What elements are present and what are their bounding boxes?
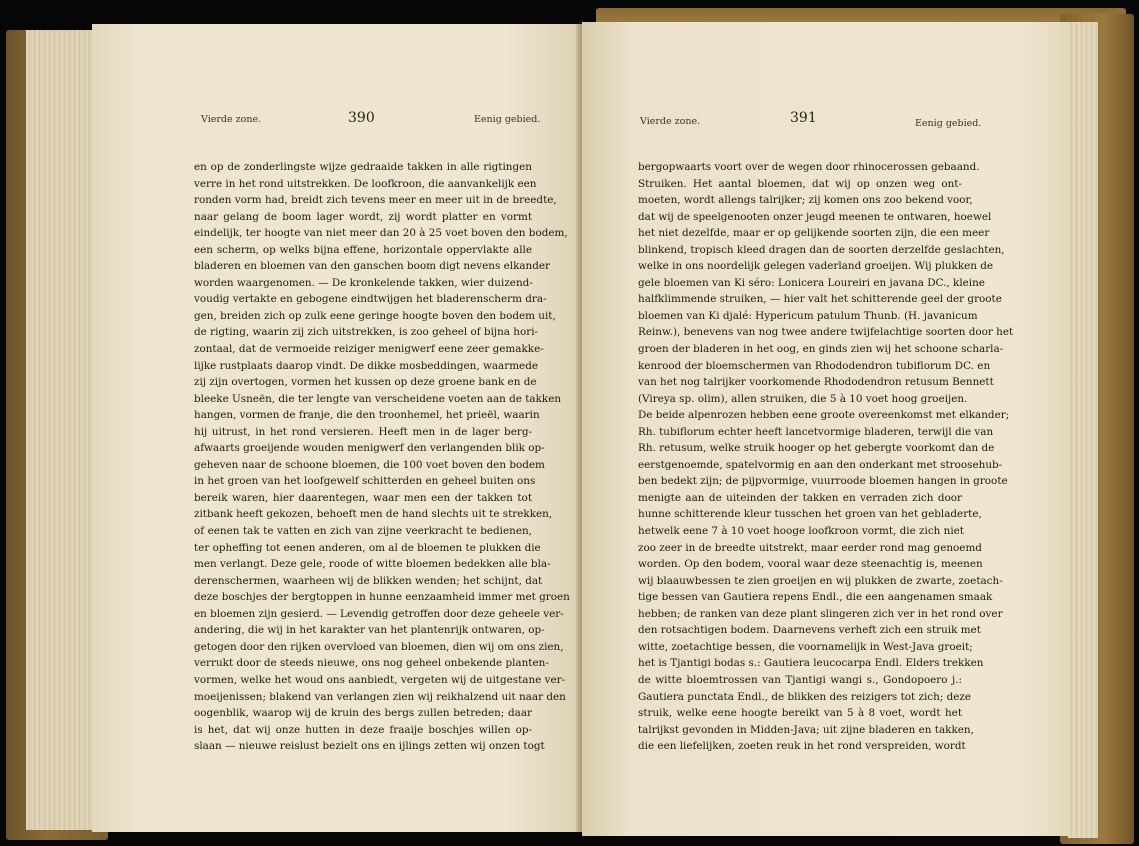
body-text xyxy=(638,159,1014,755)
text-line: hij uitrust, in het rond versieren. Heeft men in de lager berg- xyxy=(194,425,532,438)
text-line: hebben; de ranken van deze plant slingeren zich ver in het rond over xyxy=(638,607,1003,620)
text-line: blinkend, tropisch kleed dragen dan de soorten derzelfde geslachten, xyxy=(638,243,1005,256)
text-line: zitbank heeft gekozen, behoeft men de hand slechts uit te strekken, xyxy=(194,508,553,521)
text-line: getogen door den rijken overvloed van bloemen, dien wij om ons zien, xyxy=(194,640,564,653)
running-header-left: Vierde zone. xyxy=(201,114,262,125)
text-line: wij blaauwbessen te zien groeijen en wij plukken de zwarte, zoetach- xyxy=(638,574,1003,587)
text-line: tige bessen van Gautiera repens Endl., die een aangenamen smaak xyxy=(638,591,993,604)
running-header-left: Vierde zone. xyxy=(640,116,701,127)
text-line: verrukt door de steeds nieuwe, ons nog geheel onbekende planten- xyxy=(194,657,549,670)
running-header-right: Eenig gebied. xyxy=(915,118,982,129)
text-line: talrijkst gevonden in Midden-Java; uit zijne bladeren en takken, xyxy=(638,723,974,736)
page-edges-left xyxy=(26,30,96,830)
text-line: de rigting, waarin zij zich uitstrekken, is zoo geheel of bijna hori- xyxy=(194,326,539,339)
text-line: bereik waren, hier daarentegen, waar men een der takken tot xyxy=(194,491,532,504)
text-line: naar gelang de boom lager wordt, zij wordt platter en vormt xyxy=(194,210,532,223)
text-line: bergopwaarts voort over de wegen door rhinocerossen gebaand. xyxy=(638,161,980,173)
text-line: verre in het rond uitstrekken. De loofkroon, die aanvankelijk een xyxy=(194,177,537,190)
text-line: Rh. retusum, welke struik hooger op het gebergte voorkomt dan de xyxy=(638,442,995,455)
text-line: welke in ons noordelijk gelegen vaderland groeijen. Wij plukken de xyxy=(638,260,994,273)
text-line: kenrood der bloemschermen van Rhododendron tubiflorum DC. en xyxy=(638,359,991,372)
text-line: eerstgenoemde, spatelvormig en aan den onderkant met stroosehub- xyxy=(638,458,1003,471)
text-line: Struiken. Het aantal bloemen, dat wij op onzen weg ont- xyxy=(638,177,962,190)
text-line: geheven naar de schoone bloemen, die 100 voet boven den bodem xyxy=(194,458,545,471)
text-line: moeijenissen; blakend van verlangen zien wij reikhalzend uit naar den xyxy=(194,690,566,703)
text-line: slaan — nieuwe reislust bezielt ons en ijlings zetten wij onzen togt xyxy=(194,740,545,753)
text-line: halfklimmende struiken, — hier valt het schitterende geel der groote xyxy=(638,293,1002,306)
text-line: is het, dat wij onze hutten in deze fraaije boschjes willen op- xyxy=(194,723,532,736)
text-line: dat wij de speelgenooten onzer jeugd meenen te ontwaren, hoewel xyxy=(638,210,992,223)
text-line: bladeren en bloemen van den ganschen boom digt nevens elkander xyxy=(194,260,551,273)
text-line: oogenblik, waarop wij de kruin des bergs zullen betreden; daar xyxy=(194,707,532,720)
page-number: 390 xyxy=(348,110,375,126)
text-line: men verlangt. Deze gele, roode of witte bloemen bedekken alle bla- xyxy=(194,558,551,571)
left-page xyxy=(92,24,580,832)
text-line: lijke rustplaats daarop vindt. De dikke mosbeddingen, waarmede xyxy=(194,359,539,372)
text-line: bleeke Usneën, die ter lengte van verscheidene voeten aan de takken xyxy=(194,392,562,405)
text-line: afwaarts groeijende wouden menigwerf den verlangenden blik op- xyxy=(194,442,545,455)
text-line: en bloemen zijn gesierd. — Levendig getroffen door deze geheele ver- xyxy=(194,607,564,620)
text-line: witte, zoetachtige bessen, die voornamelijk in West-Java groeit; xyxy=(638,640,973,653)
text-line: worden waargenomen. — De kronkelende takken, wier duizend- xyxy=(194,276,533,289)
text-line: de witte bloemtrossen van Tjantigi wangi s., Gondopoero j.: xyxy=(638,673,962,686)
text-line: hunne schitterende kleur tusschen het groen van het gebladerte, xyxy=(638,508,982,521)
text-line: Reinw.), benevens van nog twee andere twijfelachtige soorten door het xyxy=(638,326,1014,339)
text-line: struik, welke eene hoogte bereikt van 5 à 8 voet, wordt het xyxy=(638,707,962,720)
text-line: die een liefelijken, zoeten reuk in het rond verspreiden, wordt xyxy=(638,740,966,753)
text-line: derenschermen, waarheen wij de blikken wenden; het schijnt, dat xyxy=(194,574,543,587)
text-line: (Vireya sp. olim), allen struiken, die 5 à 10 voet hoog groeijen. xyxy=(638,392,968,405)
text-line: deze boschjes der bergtoppen in hunne eenzaamheid immer met groen xyxy=(194,591,570,604)
text-line: en op de zonderlingste wijze gedraaide takken in alle rigtingen xyxy=(194,161,532,173)
text-line: menigte aan de uiteinden der takken en verraden zich door xyxy=(638,491,962,504)
running-header-right: Eenig gebied. xyxy=(474,114,541,125)
text-line: zij zijn overtogen, vormen het kussen op deze groene bank en de xyxy=(194,376,537,389)
text-line: hetwelk eene 7 à 10 voet hooge loofkroon vormt, die zich niet xyxy=(638,525,964,538)
text-line: in het groen van het loofgewelf schitterden en geheel buiten ons xyxy=(194,475,536,488)
text-line: Gautiera punctata Endl., de blikken des reizigers tot zich; deze xyxy=(638,690,972,703)
text-line: hangen, vormen de franje, die den troonhemel, het prieël, waarin xyxy=(194,409,540,422)
text-line: worden. Op den bodem, vooral waar deze steenachtig is, meenen xyxy=(638,558,983,571)
page-number: 391 xyxy=(790,110,817,126)
text-line: ronden vorm had, breidt zich tevens meer en meer uit in de breedte, xyxy=(194,194,557,207)
body-text xyxy=(194,159,570,755)
text-line: zoo zeer in de breedte uitstrekt, maar eerder rond mag genoemd xyxy=(638,541,982,554)
right-page xyxy=(582,22,1070,836)
text-line: Rh. tubiflorum echter heeft lancetvormige bladeren, terwijl die van xyxy=(638,425,994,438)
text-line: ben bedekt zijn; de pijpvormige, vuurroode bloemen hangen in groote xyxy=(638,475,1008,488)
text-line: andering, die wij in het karakter van het plantenrijk ontwaren, op- xyxy=(194,624,545,637)
text-line: vormen, welke het woud ons aanbiedt, vergeten wij de uitgestane ver- xyxy=(194,673,566,686)
text-line: ter opheffing tot eenen anderen, om al de bloemen te plukken die xyxy=(194,541,541,554)
text-line: voudig vertakte en gebogene eindtwijgen het bladerenscherm dra- xyxy=(194,293,547,306)
text-line: een scherm, op welks bijna effene, horizontale oppervlakte alle xyxy=(194,243,532,256)
text-line: van het nog talrijker voorkomende Rhododendron retusum Bennett xyxy=(638,376,994,389)
text-line: De beide alpenrozen hebben eene groote overeenkomst met elkander; xyxy=(638,409,1010,422)
text-line: of eenen tak te vatten en zich van zijne veerkracht te bedienen, xyxy=(194,525,532,538)
text-line: den rotsachtigen bodem. Daarnevens verheft zich een struik met xyxy=(638,624,981,637)
text-line: gen, breiden zich op zulk eene geringe hoogte boven den bodem uit, xyxy=(194,309,556,322)
text-line: eindelijk, ter hoogte van niet meer dan 20 à 25 voet boven den bodem, xyxy=(194,227,568,240)
page-edges-right xyxy=(1068,22,1098,838)
text-line: moeten, wordt allengs talrijker; zij komen ons zoo bekend voor, xyxy=(638,194,973,207)
text-line: groen der bladeren in het oog, en ginds zien wij het schoone scharla- xyxy=(638,343,1004,356)
text-line: gele bloemen van Ki séro: Lonicera Loureiri en javana DC., kleine xyxy=(638,276,985,289)
text-line: het is Tjantigi bodas s.: Gautiera leucocarpa Endl. Elders trekken xyxy=(638,657,984,670)
text-line: het niet dezelfde, maar er op gelijkende soorten zijn, die een meer xyxy=(638,227,990,240)
text-line: bloemen van Ki djalé: Hypericum patulum Thunb. (H. javanicum xyxy=(638,309,978,322)
text-line: zontaal, dat de vermoeide reiziger menigwerf eene zeer gemakke- xyxy=(194,343,544,356)
